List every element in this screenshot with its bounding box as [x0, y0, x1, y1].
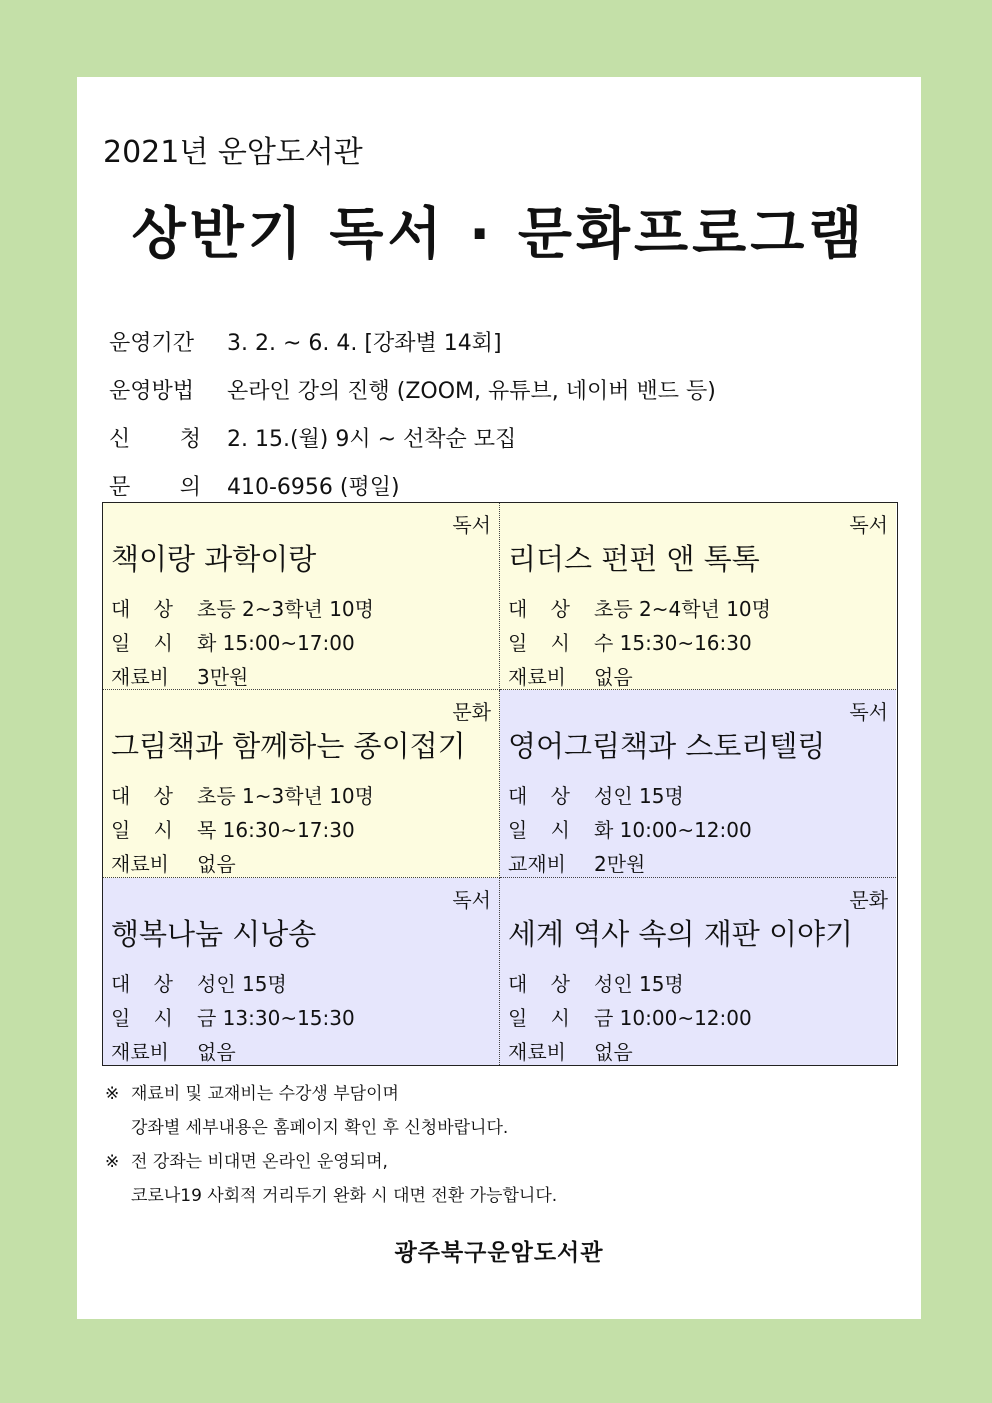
program-fee [111, 661, 248, 690]
program-card [103, 878, 500, 1065]
program-target [508, 968, 684, 997]
program-card [500, 503, 896, 690]
fee-value: 없음 [197, 852, 236, 876]
poster-subtitle: 2021년 운암도서관 [103, 135, 363, 170]
label-char: 시 [153, 631, 173, 655]
info-value: 410-6956 (평일) [227, 474, 400, 500]
note-mark: ※ [105, 1084, 120, 1104]
fee-label: 재료비 [111, 665, 169, 689]
label-char: 시 [550, 1006, 570, 1030]
time-label [111, 627, 197, 656]
label-char: 상 [153, 784, 173, 808]
label-char: 상 [153, 597, 173, 621]
program-name: 세계 역사 속의 재판 이야기 [508, 917, 854, 951]
label-char: 대 [508, 972, 528, 996]
fee-value: 없음 [594, 665, 633, 689]
info-value: 3. 2. ~ 6. 4. [강좌별 14회] [227, 330, 502, 356]
note-text: 코로나19 사회적 거리두기 완화 시 대면 전환 가능합니다. [131, 1186, 558, 1206]
fee-value: 없음 [594, 1040, 633, 1064]
note-text: 재료비 및 교재비는 수강생 부담이며 [131, 1084, 399, 1104]
program-time [508, 1002, 752, 1031]
poster-title: 상반기 독서 · 문화프로그램 [131, 202, 867, 267]
notes-section [105, 1077, 557, 1213]
note-text: 강좌별 세부내용은 홈페이지 확인 후 신청바랍니다. [131, 1118, 509, 1138]
target-value: 성인 15명 [594, 784, 684, 808]
program-target [111, 780, 374, 809]
label-char: 대 [111, 972, 131, 996]
fee-label: 재료비 [508, 1040, 566, 1064]
info-label-char: 문 [109, 474, 131, 500]
target-value: 초등 2~4학년 10명 [594, 597, 771, 621]
info-label: 운영방법 [109, 378, 195, 404]
program-time [111, 627, 355, 656]
info-label [109, 470, 227, 501]
label-char: 상 [550, 972, 570, 996]
info-label-char: 신 [109, 426, 131, 452]
label-char: 일 [508, 1006, 528, 1030]
time-value: 금 13:30~15:30 [197, 1006, 355, 1030]
label-char: 일 [111, 631, 131, 655]
program-fee [111, 848, 236, 877]
time-value: 수 15:30~16:30 [594, 631, 752, 655]
program-card [500, 878, 896, 1065]
target-label [111, 780, 197, 809]
time-label [111, 814, 197, 843]
target-label [111, 968, 197, 997]
fee-value: 2만원 [594, 852, 646, 876]
label-char: 대 [111, 597, 131, 621]
time-label [508, 1002, 594, 1031]
target-label [508, 780, 594, 809]
time-label [508, 627, 594, 656]
program-fee [508, 848, 645, 877]
label-char: 일 [111, 818, 131, 842]
program-name: 그림책과 함께하는 종이접기 [111, 729, 466, 763]
target-label [508, 968, 594, 997]
label-char: 일 [111, 1006, 131, 1030]
fee-label: 재료비 [111, 1040, 169, 1064]
program-fee [508, 1036, 633, 1065]
label-char: 시 [550, 631, 570, 655]
label-char: 시 [153, 1006, 173, 1030]
label-char: 상 [153, 972, 173, 996]
time-label [111, 1002, 197, 1031]
label-char: 시 [153, 818, 173, 842]
program-time [111, 1002, 355, 1031]
label-char: 상 [550, 784, 570, 808]
program-grid [102, 502, 898, 1066]
info-label: 운영기간 [109, 330, 195, 356]
target-value: 초등 2~3학년 10명 [197, 597, 374, 621]
program-target [508, 593, 771, 622]
program-category: 독서 [849, 700, 888, 724]
program-time [508, 814, 752, 843]
target-label [111, 593, 197, 622]
program-target [111, 968, 287, 997]
program-category: 독서 [452, 888, 491, 912]
info-label-char: 의 [179, 474, 201, 500]
program-name: 책이랑 과학이랑 [111, 542, 317, 576]
label-char: 대 [508, 784, 528, 808]
poster-paper [77, 77, 921, 1319]
info-value: 온라인 강의 진행 (ZOOM, 유튜브, 네이버 밴드 등) [227, 378, 716, 404]
label-char: 시 [550, 818, 570, 842]
program-name: 영어그림책과 스토리텔링 [508, 729, 826, 763]
fee-value: 3만원 [197, 665, 249, 689]
time-value: 목 16:30~17:30 [197, 818, 355, 842]
program-category: 문화 [452, 700, 491, 724]
target-label [508, 593, 594, 622]
program-time [111, 814, 355, 843]
label-char: 일 [508, 818, 528, 842]
info-label-char: 청 [179, 426, 201, 452]
info-row-method [109, 365, 899, 413]
program-category: 독서 [849, 513, 888, 537]
program-card [500, 690, 896, 878]
fee-label: 교재비 [508, 852, 566, 876]
target-value: 성인 15명 [594, 972, 684, 996]
program-card [103, 690, 500, 878]
info-section [109, 317, 899, 509]
fee-label: 재료비 [508, 665, 566, 689]
info-row-period [109, 317, 899, 365]
program-fee [508, 661, 633, 690]
info-row-apply [109, 413, 899, 461]
program-card [103, 503, 500, 690]
program-category: 독서 [452, 513, 491, 537]
program-name: 리더스 펀펀 앤 톡톡 [508, 542, 760, 576]
program-category: 문화 [849, 888, 888, 912]
time-value: 화 15:00~17:00 [197, 631, 355, 655]
time-label [508, 814, 594, 843]
note-line [105, 1145, 557, 1179]
note-text: 전 강좌는 비대면 온라인 운영되며, [131, 1152, 388, 1172]
fee-label: 재료비 [111, 852, 169, 876]
info-value: 2. 15.(월) 9시 ~ 선착순 모집 [227, 426, 517, 452]
program-name: 행복나눔 시낭송 [111, 917, 317, 951]
label-char: 대 [111, 784, 131, 808]
label-char: 일 [508, 631, 528, 655]
label-char: 상 [550, 597, 570, 621]
program-fee [111, 1036, 236, 1065]
program-time [508, 627, 752, 656]
program-target [111, 593, 374, 622]
target-value: 초등 1~3학년 10명 [197, 784, 374, 808]
program-target [508, 780, 684, 809]
target-value: 성인 15명 [197, 972, 287, 996]
note-mark: ※ [105, 1152, 120, 1172]
time-value: 금 10:00~12:00 [594, 1006, 752, 1030]
library-name-footer: 광주북구운암도서관 [394, 1240, 604, 1266]
label-char: 대 [508, 597, 528, 621]
fee-value: 없음 [197, 1040, 236, 1064]
time-value: 화 10:00~12:00 [594, 818, 752, 842]
info-label [109, 422, 227, 453]
note-line [105, 1077, 557, 1111]
